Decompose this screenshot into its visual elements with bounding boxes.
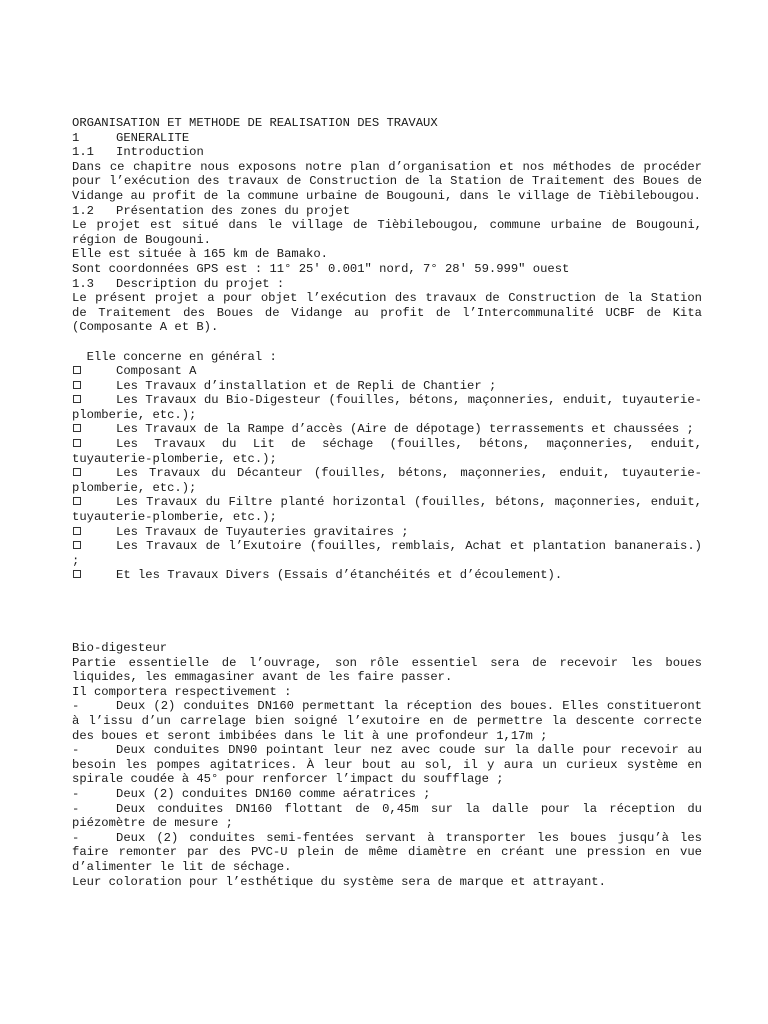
intro-paragraph: Dans ce chapitre nous exposons notre plan d’organisation et nos méthodes de procéder pour l’exécution des travaux de Construction de la Station de Traitement des Boues de Vidange au profit de la commune urbaine de Bougouni, dans le village de Tièbilebougou. xyxy=(72,159,702,203)
list-item: - Deux conduites DN160 flottant de 0,45m sur la dalle pour la réception du piézomètre de mesure ; xyxy=(72,801,702,831)
list-item: - Deux (2) conduites semi-fentées servant à transporter les boues jusqu’à les faire remonter par des PVC-U plein de même diamètre en créant une pression en vue d’alimenter le lit de séchage. xyxy=(72,830,702,874)
list-item: Composant A xyxy=(72,364,702,379)
section-number: 1.2 xyxy=(72,203,94,218)
bio-list xyxy=(72,699,702,874)
checkbox-bullet-icon xyxy=(73,527,81,535)
checkbox-bullet-icon xyxy=(73,468,81,476)
list-item: - Deux (2) conduites DN160 comme aératrices ; xyxy=(72,786,431,801)
document-page xyxy=(72,116,702,889)
bio-paragraph-3: Leur coloration pour l’esthétique du système sera de marque et attrayant. xyxy=(72,874,606,889)
concern-list xyxy=(72,364,702,583)
section-label: Présentation des zones du projet xyxy=(116,203,351,218)
zone-paragraph-1: Le projet est situé dans le village de Tièbilebougou, commune urbaine de Bougouni, région de Bougouni. xyxy=(72,218,702,247)
list-item: Les Travaux du Lit de séchage (fouilles, bétons, maçonneries, enduit, tuyauterie-plomberie, etc.); xyxy=(72,437,702,466)
dash-bullet: - xyxy=(72,699,80,714)
checkbox-bullet-icon xyxy=(73,570,81,578)
checkbox-bullet-icon xyxy=(73,497,81,505)
dash-bullet: - xyxy=(72,830,80,845)
list-item: - Deux conduites DN90 pointant leur nez avec coude sur la dalle pour recevoir au besoin les pompes agitatrices. À leur bout au sol, il y aura un curieux système en spirale coudée à 45° pour renforcer l’impact du soufflage ; xyxy=(72,743,702,787)
section-heading-1 xyxy=(72,131,702,146)
list-item: Les Travaux du Bio-Digesteur (fouilles, bétons, maçonneries, enduit, tuyauterie-plomberie, etc.); xyxy=(72,393,702,422)
checkbox-bullet-icon xyxy=(73,424,81,432)
list-item: - Deux (2) conduites DN160 permettant la réception des boues. Elles constitueront à l’issu d’un carrelage bien soigné l’exutoire en de permettre la descente correcte des boues et seront imbibées dans le lit à une profondeur 1,17m ; xyxy=(72,699,702,743)
section-label: Description du projet : xyxy=(116,276,285,291)
list-item: Les Travaux de Tuyauteries gravitaires ; xyxy=(72,525,702,540)
list-item: Les Travaux d’installation et de Repli de Chantier ; xyxy=(72,379,702,394)
dash-bullet: - xyxy=(72,801,80,816)
bio-digester-heading: Bio-digesteur xyxy=(72,641,168,655)
checkbox-bullet-icon xyxy=(73,439,81,447)
checkbox-bullet-icon xyxy=(73,541,81,549)
list-item: Et les Travaux Divers (Essais d’étanchéités et d’écoulement). xyxy=(72,568,702,583)
zone-paragraph-2: Elle est située à 165 km de Bamako. xyxy=(72,247,328,262)
section-number: 1 xyxy=(72,130,80,145)
list-item: Les Travaux du Décanteur (fouilles, bétons, maçonneries, enduit, tuyauterie-plomberie, etc.); xyxy=(72,466,702,495)
concern-intro: Elle concerne en général : xyxy=(72,349,277,364)
section-number: 1.1 xyxy=(72,145,94,160)
document-title: ORGANISATION ET METHODE DE REALISATION DES TRAVAUX xyxy=(72,116,438,130)
section-number: 1.3 xyxy=(72,276,94,291)
checkbox-bullet-icon xyxy=(73,395,81,403)
checkbox-bullet-icon xyxy=(73,366,81,374)
bio-paragraph-2: Il comportera respectivement : xyxy=(72,684,292,699)
section-heading-1-2 xyxy=(72,204,702,219)
list-item: Les Travaux du Filtre planté horizontal (fouilles, bétons, maçonneries, enduit, tuyauterie-plomberie, etc.); xyxy=(72,495,702,525)
zone-paragraph-3: Sont coordonnées GPS est : 11° 25' 0.001" nord, 7° 28' 59.999" ouest xyxy=(72,261,570,276)
list-item: Les Travaux de la Rampe d’accès (Aire de dépotage) terrassements et chaussées ; xyxy=(72,422,702,437)
description-paragraph: Le présent projet a pour objet l’exécution des travaux de Construction de la Station de Traitement des Boues de Vidange au profit de l’Intercommunalité UCBF de Kita (Composante A et B). xyxy=(72,291,702,335)
section-heading-1-1 xyxy=(72,145,702,160)
dash-bullet: - xyxy=(72,743,80,758)
section-label: GENERALITE xyxy=(116,130,190,145)
bio-paragraph-1: Partie essentielle de l’ouvrage, son rôle essentiel sera de recevoir les boues liquides, les emmagasiner avant de les faire passer. xyxy=(72,655,702,685)
dash-bullet: - xyxy=(72,786,80,801)
section-heading-1-3 xyxy=(72,277,702,292)
list-item: Les Travaux de l’Exutoire (fouilles, remblais, Achat et plantation bananerais.) ; xyxy=(72,539,702,568)
checkbox-bullet-icon xyxy=(73,381,81,389)
section-label: Introduction xyxy=(116,145,204,160)
